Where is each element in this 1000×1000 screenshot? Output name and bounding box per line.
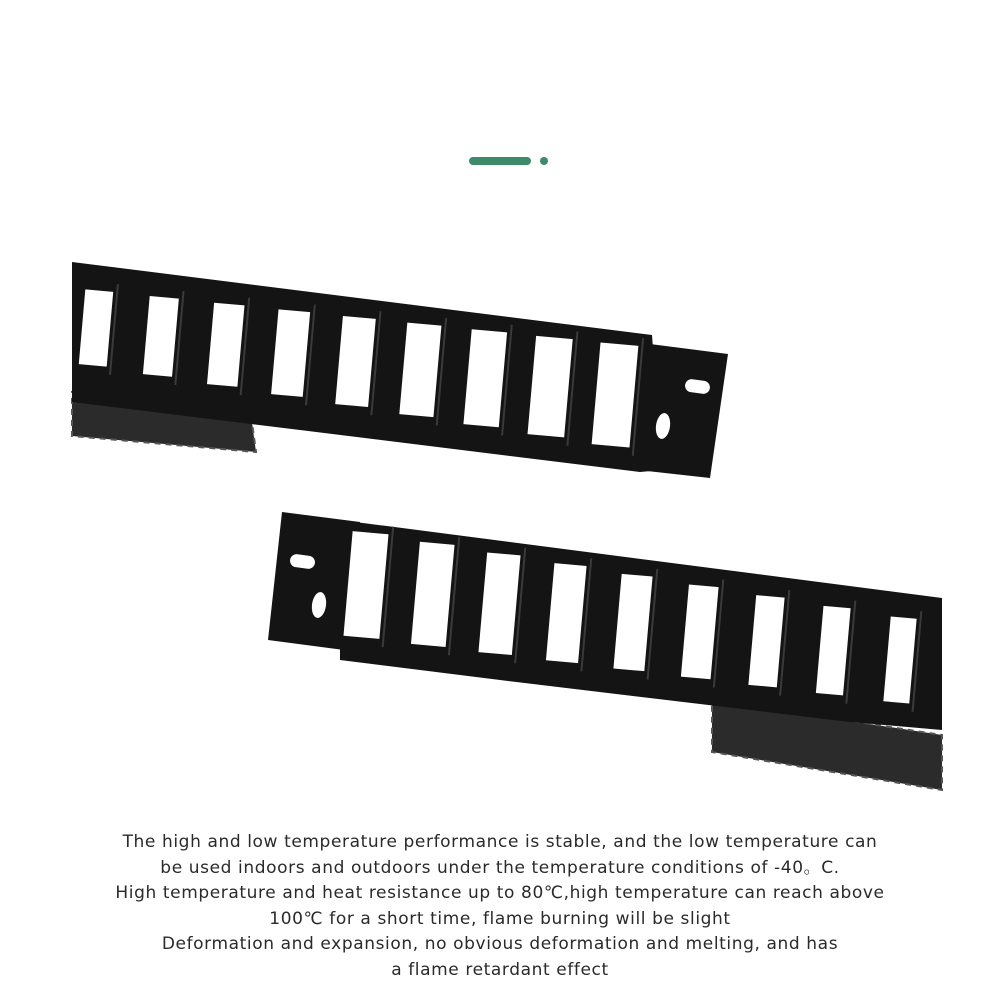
product-description <box>60 830 940 984</box>
caption-line-4: 100℃ for a short time, flame burning will be slight <box>269 908 731 929</box>
mounting-bracket <box>638 344 728 478</box>
cable-drag-chain-upper <box>72 262 728 478</box>
caption-line-5: Deformation and expansion, no obvious deformation and melting, and has <box>161 934 839 955</box>
caption-line-2: be used indoors and outdoors under the temperature conditions of -40。C. <box>160 857 840 878</box>
cable-drag-chain-lower <box>268 512 942 790</box>
caption-line-1: The high and low temperature performance is stable, and the low temperature can <box>122 832 878 852</box>
caption-line-3: High temperature and heat resistance up to 80℃,high temperature can reach above <box>115 883 885 904</box>
caption-line-6: a flame retardant effect <box>391 959 609 980</box>
